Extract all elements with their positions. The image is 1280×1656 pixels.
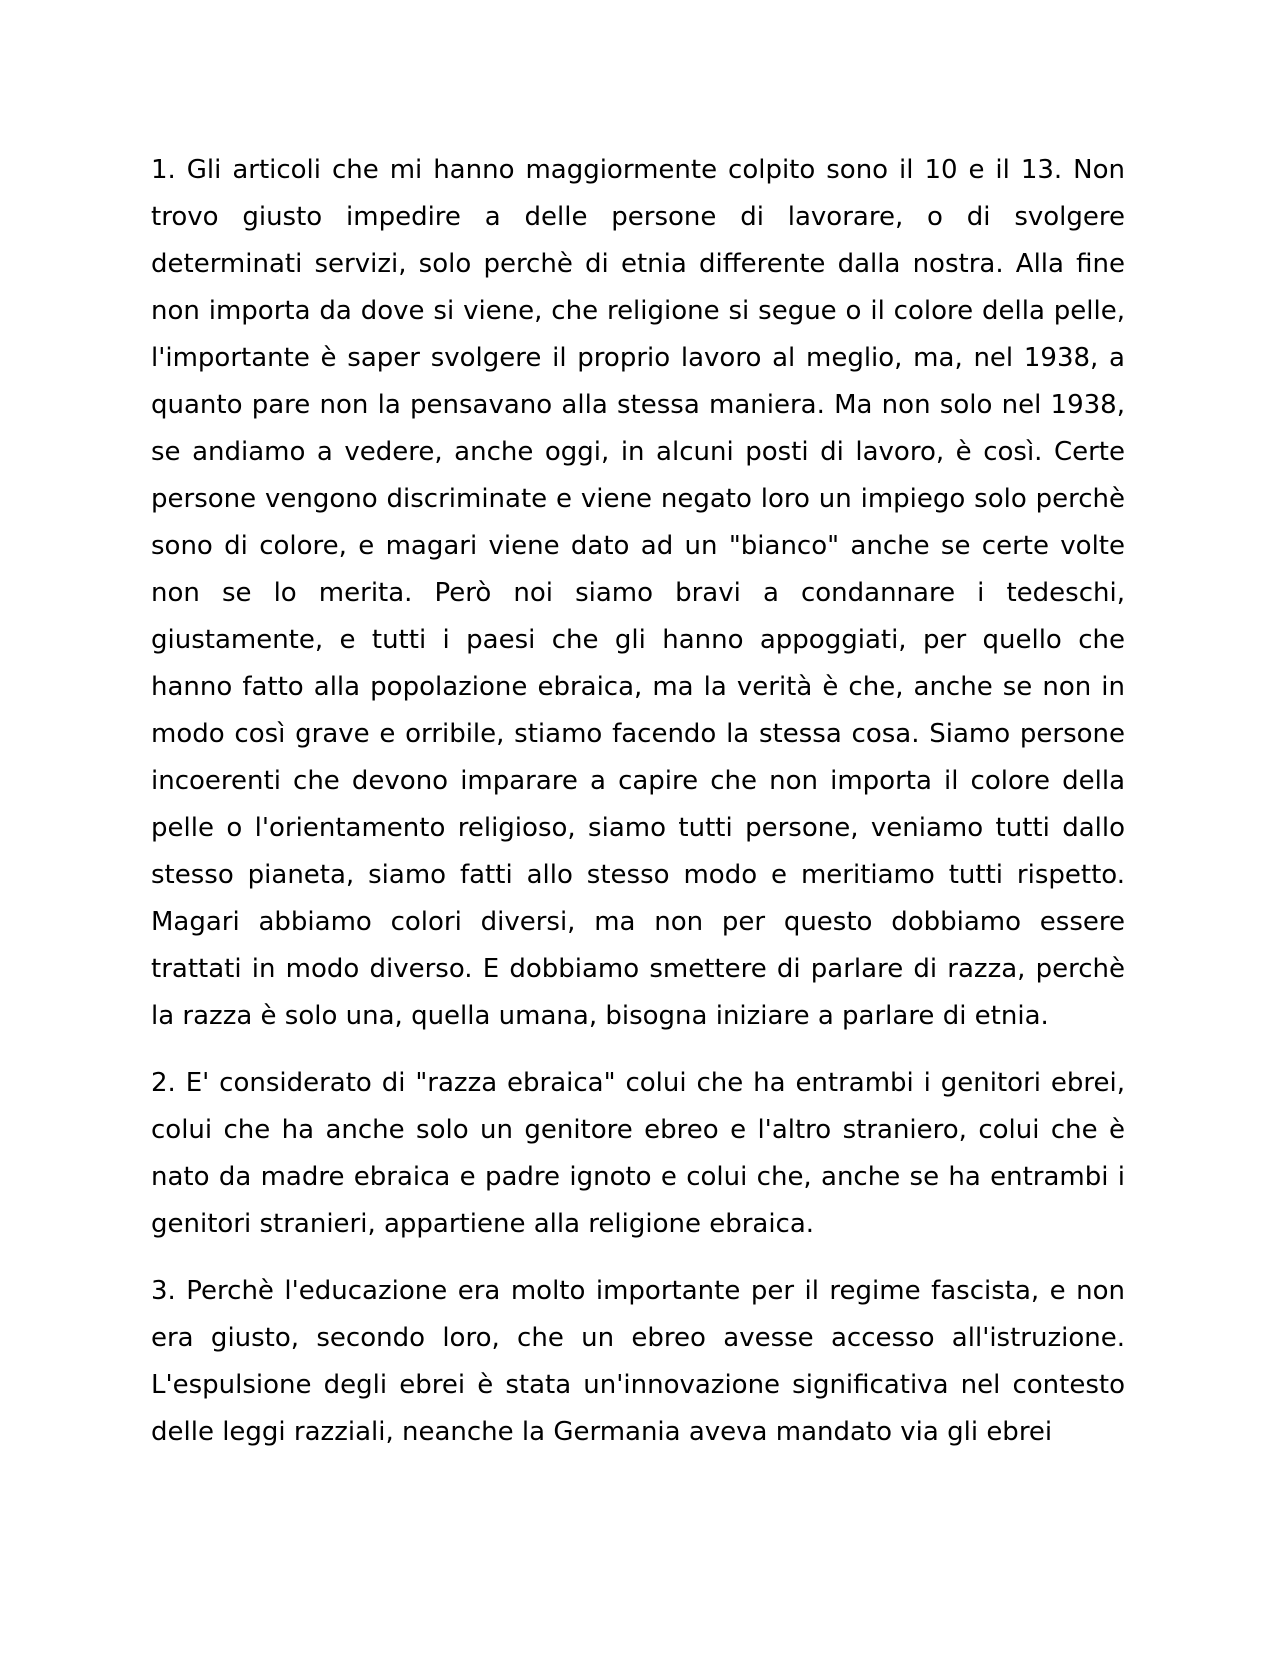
paragraph-2: 2. E' considerato di "razza ebraica" colui che ha entrambi i genitori ebrei, colui che ha anche solo un genitore ebreo e l'altro straniero, colui che è nato da madre ebraica e padre ignoto e colui che, anche se ha entrambi i genitori stranieri, appartiene alla religione ebraica. <box>151 1068 1125 1239</box>
paragraph-3: 3. Perchè l'educazione era molto importante per il regime fascista, e non era giusto, secondo loro, che un ebreo avesse accesso all'istruzione. L'espulsione degli ebrei è stata un'innovazione significativa nel contesto delle leggi razziali, neanche la Germania aveva mandato via gli ebrei <box>151 1276 1125 1447</box>
document-body <box>151 147 1125 1476</box>
paragraph-1: 1. Gli articoli che mi hanno maggiormente colpito sono il 10 e il 13. Non trovo giusto impedire a delle persone di lavorare, o di svolgere determinati servizi, solo perchè di etnia differente dalla nostra. Alla fine non importa da dove si viene, che religione si segue o il colore della pelle, l'importante è saper svolgere il proprio lavoro al meglio, ma, nel 1938, a quanto pare non la pensavano alla stessa maniera. Ma non solo nel 1938, se andiamo a vedere, anche oggi, in alcuni posti di lavoro, è così. Certe persone vengono discriminate e viene negato loro un impiego solo perchè sono di colore, e magari viene dato ad un "bianco" anche se certe volte non se lo merita. Però noi siamo bravi a condannare i tedeschi, giustamente, e tutti i paesi che gli hanno appoggiati, per quello che hanno fatto alla popolazione ebraica, ma la verità è che, anche se non in modo così grave e orribile, stiamo facendo la stessa cosa. Siamo persone incoerenti che devono imparare a capire che non importa il colore della pelle o l'orientamento religioso, siamo tutti persone, veniamo tutti dallo stesso pianeta, siamo fatti allo stesso modo e meritiamo tutti rispetto. Magari abbiamo colori diversi, ma non per questo dobbiamo essere trattati in modo diverso. E dobbiamo smettere di parlare di razza, perchè la razza è solo una, quella umana, bisogna iniziare a parlare di etnia. <box>151 155 1125 1031</box>
